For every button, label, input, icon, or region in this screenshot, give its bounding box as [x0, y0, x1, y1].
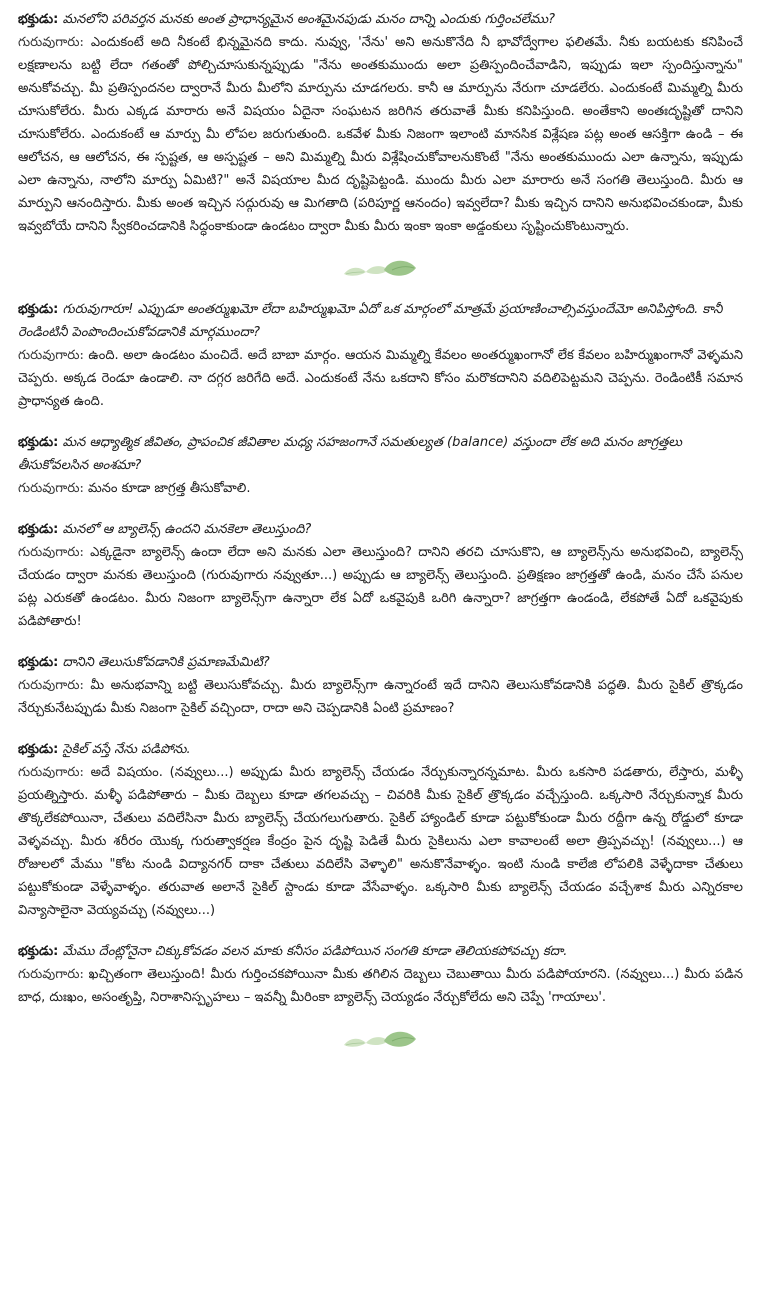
- qa-block: [18, 298, 743, 413]
- question-text: దానిని తెలుసుకోవడానికి ప్రమాణమేమిటి?: [62, 655, 270, 670]
- answer-text: ఎక్కడైనా బ్యాలెన్స్ ఉందా లేదా అని మనకు ఎలా తెలుస్తుంది? దానిని తరచి చూసుకొని, ఆ బ్యాలెన్స్‌ను అనుభవించి, బ్యాలెన్స్ చేయడం ద్వారా మనకు తెలుస్తుంది (గురువుగారు నవ్వుతూ...) అప్పుడు ఆ బ్యాలెన్స్ తెలుస్తుంది. ప్రతిక్షణం జాగ్రత్తతో ఉండి, మనం చేసే పనుల పట్ల ఎరుకతో ఉండటం. మీరు నిజంగా బ్యాలెన్స్‌గా ఉన్నారా లేక ఏదో ఒకవైపుకి ఒరిగి ఉన్నారా? జాగ్రత్తగా ఉండండి, లేకపోతే ఏదో ఒకవైపుకు పడిపోతారు!: [18, 545, 743, 629]
- guru-label: గురువుగారు:: [18, 35, 84, 50]
- devotee-question: [18, 738, 743, 761]
- qa-block: [18, 8, 743, 238]
- devotee-question: [18, 518, 743, 541]
- devotee-label: భక్తుడు:: [18, 742, 59, 757]
- question-text: మన ఆధ్యాత్మిక జీవితం, ప్రాపంచిక జీవితాల మధ్య సహజంగానే సమతుల్యత (balance) వస్తుందా లేక అది మనం జాగ్రత్తలు తీసుకోవలసిన అంశమా?: [18, 435, 683, 473]
- answer-text: మీ అనుభవాన్ని బట్టి తెలుసుకోవచ్చు. మీరు బ్యాలెన్స్‌గా ఉన్నారంటే ఇదే దానిని తెలుసుకోవడానికి పద్ధతి. మీరు సైకిల్ త్రొక్కడం నేర్చుకునేటప్పుడు మీకు నిజంగా సైకిల్ వచ్చిందా, రాదా అని చెప్పడానికి ఏంటి ప్రమాణం?: [18, 678, 743, 716]
- qa-block: [18, 518, 743, 633]
- leaf-ornament-icon: [18, 256, 743, 282]
- leaf-ornament-icon: [18, 1027, 743, 1053]
- devotee-label: భక్తుడు:: [18, 655, 59, 670]
- guru-answer: [18, 477, 743, 500]
- answer-text: ఎందుకంటే అది నీకంటే భిన్నమైనది కాదు. నువ్వు, 'నేను' అని అనుకొనేది నీ భావోద్వేగాల ఫలితమే. నీకు బయటకు కనిపించే లక్షణాలను బట్టి లేదా గతంతో పోల్చిచూసుకున్నప్పుడు "నేను అంతకుముందు అలా ప్రతిస్పందించేవాడిని, ఇప్పుడు ఇలా స్పందిస్తున్నాను" అనుకోవచ్చు. మీ ప్రతిస్పందనల ద్వారానే మీరు మీలోని మార్పును చూడగలరు. కానీ ఆ మార్పును నేరుగా చూడలేరు. ఎందుకంటే మిమ్మల్ని మీరు చూసుకోలేరు. మీరు ఎక్కడ మారారు అనే విషయం ఏదైనా సంఘటన జరిగిన తరువాతే మీకు కనిపిస్తుంది. అంతేకాని అంతఃదృష్టితో దానిని చూసుకోలేరు. ఎందుకంటే ఆ మార్పు మీ లోపల జరుగుతుంది. ఒకవేళ మీకు నిజంగా ఇలాంటి మానసిక విశ్లేషణ పట్ల అంత ఆసక్తిగా ఉండి – ఈ ఆలోచన, ఆ ఆలోచన, ఈ స్పష్టత, ఆ అస్పష్టత – అని మిమ్మల్ని మీరు విశ్లేషించుకోవాలనుకొంటే "నేను అంతకుముందు ఎలా ఉన్నాను, ఇప్పుడు ఎలా ఉన్నాను, నాలోని మార్పు ఏమిటి?" అనే విషయాల మీద దృష్టిపెట్టండి. ముందు మీరు ఎలా మారారు అనే సంగతి తెలుస్తుంది. మీరు ఆ మార్పుని ఆనందిస్తారు. మీకు అంత ఇచ్చిన సద్గురువు ఆ మిగతాది (పరిపూర్ణ ఆనందం) ఇవ్వలేదా? మీకు ఇచ్చిన దానిని అనుభవించకుండా, మీకు ఇవ్వబోయే దానిని స్వీకరించడానికి సిద్ధంకాకుండా ఉండటం ద్వారా మీకు మీరు ఇంకా ఇంకా అడ్డంకులు సృష్టించుకొంటున్నారు.: [18, 35, 743, 234]
- guru-answer: [18, 31, 743, 238]
- guru-label: గురువుగారు:: [18, 678, 84, 693]
- guru-answer: [18, 344, 743, 413]
- guru-label: గురువుగారు:: [18, 967, 84, 982]
- qa-content: [18, 8, 743, 1053]
- question-text: మనలోని పరివర్తన మనకు అంత ప్రాధాన్యమైన అంశమైనపుడు మనం దాన్ని ఎందుకు గుర్తించలేము?: [62, 12, 556, 27]
- guru-label: గురువుగారు:: [18, 481, 84, 496]
- devotee-question: [18, 651, 743, 674]
- guru-label: గురువుగారు:: [18, 765, 84, 780]
- devotee-label: భక్తుడు:: [18, 12, 59, 27]
- qa-block: [18, 431, 743, 500]
- question-text: సైకిల్ వస్తే నేను పడిపోను.: [62, 742, 191, 757]
- answer-text: ఖచ్చితంగా తెలుస్తుంది! మీరు గుర్తించకపోయినా మీకు తగిలిన దెబ్బలు చెబుతాయి మీరు పడిపోయారని. (నవ్వులు...) మీరు పడిన బాధ, దుఃఖం, అసంతృప్తి, నిరాశానిస్పృహలు – ఇవన్నీ మీరింకా బ్యాలెన్స్ చెయ్యడం నేర్చుకోలేదు అని చెప్పే 'గాయాలు'.: [18, 967, 743, 1005]
- answer-text: మనం కూడా జాగ్రత్త తీసుకోవాలి.: [87, 481, 251, 496]
- qa-block: [18, 738, 743, 922]
- guru-label: గురువుగారు:: [18, 545, 84, 560]
- devotee-question: [18, 431, 743, 477]
- devotee-label: భక్తుడు:: [18, 435, 59, 450]
- question-text: గురువుగారూ! ఎప్పుడూ అంతర్ముఖమో లేదా బహిర్ముఖమో ఏదో ఒక మార్గంలో మాత్రమే ప్రయాణించాల్సివస్తుందేమో అనిపిస్తోంది. కానీ రెండింటినీ పెంపొందించుకోవడానికి మార్గముందా?: [18, 302, 723, 340]
- devotee-question: [18, 8, 743, 31]
- question-text: మనలో ఆ బ్యాలెన్స్ ఉందని మనకెలా తెలుస్తుంది?: [62, 522, 312, 537]
- devotee-label: భక్తుడు:: [18, 302, 59, 317]
- devotee-label: భక్తుడు:: [18, 522, 59, 537]
- devotee-label: భక్తుడు:: [18, 944, 59, 959]
- guru-answer: [18, 541, 743, 633]
- guru-label: గురువుగారు:: [18, 348, 84, 363]
- answer-text: ఉంది. అలా ఉండటం మంచిదే. అదే బాబా మార్గం. ఆయన మిమ్మల్ని కేవలం అంతర్ముఖంగానో లేక కేవలం బహిర్ముఖంగానో వెళ్ళమని చెప్పరు. అక్కడ రెండూ ఉండాలి. నా దగ్గర జరిగేది అదే. ఎందుకంటే నేను ఒకదాని కోసం మరొకదానిని వదిలిపెట్టమని చెప్పను. రెండింటికీ సమాన ప్రాధాన్యత ఉంది.: [18, 348, 743, 409]
- devotee-question: [18, 298, 743, 344]
- answer-text: అదే విషయం. (నవ్వులు...) అప్పుడు మీరు బ్యాలెన్స్ చేయడం నేర్చుకున్నారన్నమాట. మీరు ఒకసారి పడతారు, లేస్తారు, మళ్ళీ ప్రయత్నిస్తారు. మళ్ళీ పడిపోతారు – మీకు దెబ్బలు కూడా తగలవచ్చు – చివరికి మీకు సైకిల్ త్రొక్కడం వచ్చేస్తుంది. ఒక్కసారి నేర్చుకున్నాక మీరు తొక్కలేకపోయినా, చేతులు వదిలేసినా మీరు బ్యాలెన్స్ చేయగలుగుతారు. సైకిల్ హ్యాండిల్ కూడా పట్టుకోకుండా మీరు రద్దీగా ఉన్న రోడ్డులో కూడా వెళ్ళవచ్చు. మీరు శరీరం యొక్క గురుత్వాకర్షణ కేంద్రం పైన దృష్టి పెడితే మీరు సైకిలును ఎలా కావాలంటే అలా త్రిప్పవచ్చు! (నవ్వులు...) ఆ రోజులలో మేము "కోట నుండి విద్యానగర్ దాకా చేతులు వదిలేసి వెళ్ళాలి" అనుకొనేవాళ్ళం. ఇంటి నుండి కాలేజి లోపలికి వెళ్ళేదాకా చేతులు పట్టుకోకుండా వెళ్ళేవాళ్ళం. తరువాత అలానే సైకిల్ స్టాండు కూడా వేసేవాళ్ళం. ఒక్కసారి మీకు బ్యాలెన్స్ చేయడం వచ్చేశాక మీరు ఎన్నిరకాల విన్యాసాలైనా వెయ్యవచ్చు (నవ్వులు...): [18, 765, 743, 918]
- devotee-question: [18, 940, 743, 963]
- question-text: మేము దేంట్లోనైనా చిక్కుకోవడం వలన మాకు కనీసం పడిపోయిన సంగతి కూడా తెలియకపోవచ్చు కదా.: [62, 944, 568, 959]
- qa-block: [18, 940, 743, 1009]
- guru-answer: [18, 761, 743, 922]
- guru-answer: [18, 674, 743, 720]
- guru-answer: [18, 963, 743, 1009]
- qa-block: [18, 651, 743, 720]
